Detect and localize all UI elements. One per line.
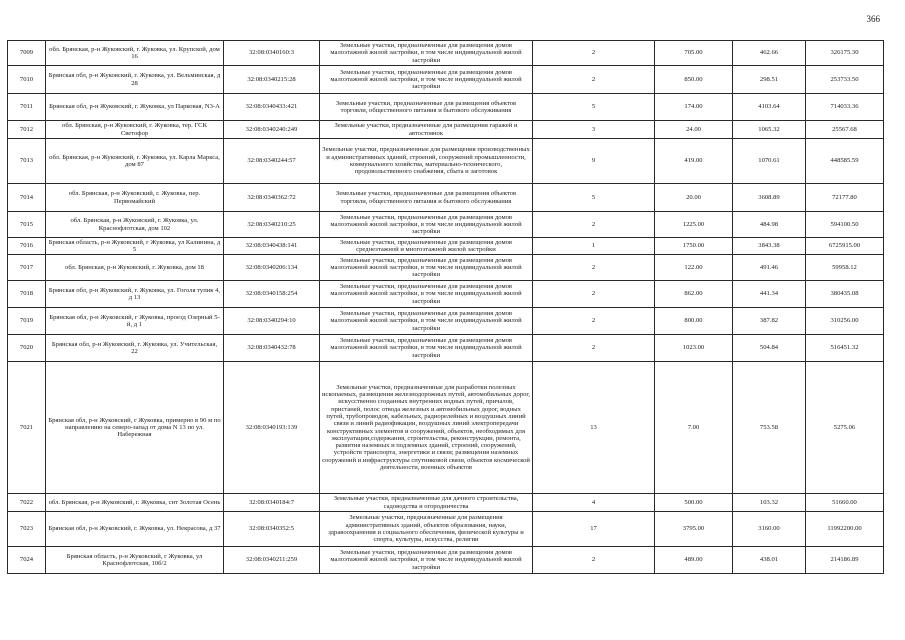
permitted-use-cell: Земельные участки, предназначенные для размещения домов малоэтажной жилой застройки, в том числе индивидуальной жилой застройки	[320, 255, 533, 281]
permitted-use-cell: Земельные участки, предназначенные для размещения домов малоэтажной жилой застройки, в том числе индивидуальной жилой застройки	[320, 281, 533, 308]
row-number: 7013	[8, 139, 46, 184]
area-cell: 850.00	[655, 66, 733, 94]
row-number: 7020	[8, 335, 46, 362]
use-group-cell: 9	[533, 139, 655, 184]
specific-value-cell: 753.58	[733, 362, 806, 494]
area-cell: 20.00	[655, 184, 733, 212]
permitted-use-cell: Земельные участки, предназначенные для размещения домов малоэтажной жилой застройки, в том числе индивидуальной жилой застройки	[320, 308, 533, 335]
cadastral-number-cell: 32:08:0340438:141	[224, 238, 320, 255]
use-group-cell: 2	[533, 308, 655, 335]
address-cell: обл. Брянская, р-н Жуковский, г. Жуковка, пер. Первомайский	[46, 184, 224, 212]
cadastral-value-cell: 6725915.00	[806, 238, 884, 255]
table-row	[8, 121, 884, 139]
area-cell: 122.00	[655, 255, 733, 281]
area-cell: 3795.00	[655, 512, 733, 547]
cadastral-value-cell: 594100.50	[806, 212, 884, 238]
row-number: 7018	[8, 281, 46, 308]
cadastral-number-cell: 32:08:0340215:28	[224, 66, 320, 94]
row-number: 7016	[8, 238, 46, 255]
specific-value-cell: 103.32	[733, 494, 806, 512]
specific-value-cell: 504.84	[733, 335, 806, 362]
specific-value-cell: 3160.00	[733, 512, 806, 547]
cadastral-value-cell: 11992200.00	[806, 512, 884, 547]
address-cell: обл. Брянская, р-н Жуковский, г. Жуковка, тер. ГСК Светофор	[46, 121, 224, 139]
permitted-use-cell: Земельные участки, предназначенные для размещения производственных и административных зданий, строений, сооружений промышленности, коммунального хозяйства, материально-технического, продовольственного снабжения, сбыта и заготовок	[320, 139, 533, 184]
table-row	[8, 335, 884, 362]
specific-value-cell: 462.66	[733, 41, 806, 66]
address-cell: Брянская обл, р-н Жуковский, г. Жуковка, ул. Вельминская, д 28	[46, 66, 224, 94]
use-group-cell: 2	[533, 281, 655, 308]
table-row	[8, 494, 884, 512]
permitted-use-cell: Земельные участки, предназначенные для размещения домов малоэтажной жилой застройки, в том числе индивидуальной жилой застройки	[320, 547, 533, 574]
table-row	[8, 308, 884, 335]
table-row	[8, 184, 884, 212]
row-number: 7019	[8, 308, 46, 335]
use-group-cell: 4	[533, 494, 655, 512]
row-number: 7024	[8, 547, 46, 574]
table-row	[8, 281, 884, 308]
table-row	[8, 547, 884, 574]
use-group-cell: 3	[533, 121, 655, 139]
use-group-cell: 2	[533, 335, 655, 362]
permitted-use-cell: Земельные участки, предназначенные для размещения домов малоэтажной жилой застройки, в том числе индивидуальной жилой застройки	[320, 335, 533, 362]
area-cell: 7.00	[655, 362, 733, 494]
permitted-use-cell: Земельные участки, предназначенные для разработки полезных ископаемых, размещения железнодорожных путей, автомобильных дорог, искусственно созданных внутренних водных путей, причалов, пристаней, полос отвода железных и автомобильных дорог, водных путей, трубопроводов, кабельных, радиорелейных и воздушных линий связи и линий радиофикации, воздушных линий электропередачи конструктивных элементов и сооружений, объектов, необходимых для эксплуатации,содержания, строительства, реконструкции, ремонта, развития наземных и подземных зданий, строений, сооружений, устройств транспорта, энергетики и связи; размещения наземных сооружений и инфраструктуры спутниковой связи, объектов космической деятельности, военных объектов	[320, 362, 533, 494]
cadastral-number-cell: 32:08:0340433:421	[224, 94, 320, 121]
address-cell: обл. Брянская, р-н Жуковский, г. Жуковка, ул. Карла Маркса, дом 87	[46, 139, 224, 184]
table-row	[8, 362, 884, 494]
cadastral-number-cell: 32:08:0340211:259	[224, 547, 320, 574]
cadastral-value-cell: 516451.32	[806, 335, 884, 362]
cadastral-value-cell: 448585.59	[806, 139, 884, 184]
area-cell: 500.00	[655, 494, 733, 512]
address-cell: обл. Брянская, р-н Жуковский, г. Жуковка, дом 18	[46, 255, 224, 281]
address-cell: Брянская обл, р-н Жуковский, г. Жуковка, ул. Гоголя тупик 4, д 13	[46, 281, 224, 308]
use-group-cell: 2	[533, 547, 655, 574]
address-cell: Брянская обл, р-н Жуковский, г. Жуковка, ул. Учительская, 22	[46, 335, 224, 362]
specific-value-cell: 387.82	[733, 308, 806, 335]
cadastral-number-cell: 32:08:0340210:25	[224, 212, 320, 238]
address-cell: обл. Брянская, р-н Жуковский, г. Жуковка, снт Золотая Осень	[46, 494, 224, 512]
cadastral-number-cell: 32:08:0340240:249	[224, 121, 320, 139]
area-cell: 1750.00	[655, 238, 733, 255]
use-group-cell: 2	[533, 255, 655, 281]
address-cell: Брянская обл, р-н Жуковский, г Жуковка, примерно в 90 м по направлению на северо-запад от дома N 13 по ул. Набережная	[46, 362, 224, 494]
address-cell: Брянская область, р-н Жуковский, г Жуковка, ул Калинина, д 5	[46, 238, 224, 255]
row-number: 7023	[8, 512, 46, 547]
address-cell: обл. Брянская, р-н Жуковский, г. Жуковка, ул. Краснофлотская, дом 102	[46, 212, 224, 238]
table-row	[8, 41, 884, 66]
cadastral-value-cell: 326175.30	[806, 41, 884, 66]
specific-value-cell: 3843.38	[733, 238, 806, 255]
use-group-cell: 1	[533, 238, 655, 255]
specific-value-cell: 491.46	[733, 255, 806, 281]
specific-value-cell: 4103.64	[733, 94, 806, 121]
cadastral-number-cell: 32:08:0340206:134	[224, 255, 320, 281]
cadastral-value-cell: 5275.06	[806, 362, 884, 494]
cadastral-value-cell: 253733.50	[806, 66, 884, 94]
specific-value-cell: 1065.32	[733, 121, 806, 139]
permitted-use-cell: Земельные участки, предназначенные для размещения гаражей и автостоянок	[320, 121, 533, 139]
cadastral-value-cell: 714033.36	[806, 94, 884, 121]
permitted-use-cell: Земельные участки, предназначенные для дачного строительства, садоводства и огородничества	[320, 494, 533, 512]
specific-value-cell: 484.98	[733, 212, 806, 238]
permitted-use-cell: Земельные участки, предназначенные для размещения домов малоэтажной жилой застройки, в том числе индивидуальной жилой застройки	[320, 212, 533, 238]
row-number: 7014	[8, 184, 46, 212]
row-number: 7015	[8, 212, 46, 238]
row-number: 7009	[8, 41, 46, 66]
use-group-cell: 5	[533, 94, 655, 121]
table-row	[8, 139, 884, 184]
permitted-use-cell: Земельные участки, предназначенные для размещения домов малоэтажной жилой застройки, в том числе индивидуальной жилой застройки	[320, 41, 533, 66]
cadastral-value-table	[7, 40, 884, 574]
page-number: 366	[866, 14, 880, 24]
cadastral-number-cell: 32:08:0340160:3	[224, 41, 320, 66]
table-row	[8, 66, 884, 94]
area-cell: 24.00	[655, 121, 733, 139]
specific-value-cell: 438.01	[733, 547, 806, 574]
cadastral-number-cell: 32:08:0340244:57	[224, 139, 320, 184]
area-cell: 174.00	[655, 94, 733, 121]
permitted-use-cell: Земельные участки, предназначенные для размещения объектов торговли, общественного питания и бытового обслуживания	[320, 94, 533, 121]
use-group-cell: 2	[533, 212, 655, 238]
permitted-use-cell: Земельные участки, предназначенные для размещения объектов торговли, общественного питания и бытового обслуживания	[320, 184, 533, 212]
use-group-cell: 17	[533, 512, 655, 547]
table-row	[8, 238, 884, 255]
area-cell: 862.00	[655, 281, 733, 308]
address-cell: Брянская обл, р-н Жуковский, г Жуковка, проезд Озерный 5-й, д 1	[46, 308, 224, 335]
row-number: 7010	[8, 66, 46, 94]
cadastral-number-cell: 32:08:0340184:7	[224, 494, 320, 512]
permitted-use-cell: Земельные участки, предназначенные для размещения административных зданий, объектов образования, науки, здравоохранения и социального обеспечения, физической культуры и спорта, культуры, искусства, религии	[320, 512, 533, 547]
address-cell: Брянская область, р-н Жуковский, г Жуковка, ул Краснофлотская, 10б/2	[46, 547, 224, 574]
cadastral-value-cell: 51660.00	[806, 494, 884, 512]
specific-value-cell: 298.51	[733, 66, 806, 94]
use-group-cell: 5	[533, 184, 655, 212]
cadastral-value-cell: 72177.80	[806, 184, 884, 212]
cadastral-number-cell: 32:08:0340294:10	[224, 308, 320, 335]
table-row	[8, 94, 884, 121]
area-cell: 1023.00	[655, 335, 733, 362]
cadastral-value-cell: 25567.68	[806, 121, 884, 139]
row-number: 7021	[8, 362, 46, 494]
row-number: 7011	[8, 94, 46, 121]
address-cell: обл. Брянская, р-н Жуковский, г. Жуковка, ул. Крупской, дом 16	[46, 41, 224, 66]
specific-value-cell: 3608.89	[733, 184, 806, 212]
table-body	[8, 41, 884, 574]
area-cell: 800.00	[655, 308, 733, 335]
row-number: 7017	[8, 255, 46, 281]
area-cell: 419.00	[655, 139, 733, 184]
row-number: 7012	[8, 121, 46, 139]
area-cell: 489.00	[655, 547, 733, 574]
use-group-cell: 13	[533, 362, 655, 494]
table-row	[8, 212, 884, 238]
cadastral-value-cell: 214186.89	[806, 547, 884, 574]
permitted-use-cell: Земельные участки, предназначенные для размещения домов среднеэтажной и многоэтажной жилой застройки	[320, 238, 533, 255]
cadastral-number-cell: 32:08:0340352:5	[224, 512, 320, 547]
area-cell: 705.00	[655, 41, 733, 66]
address-cell: Брянская обл, р-н Жуковский, г. Жуковка, ул Парковая, N3-A	[46, 94, 224, 121]
use-group-cell: 2	[533, 41, 655, 66]
use-group-cell: 2	[533, 66, 655, 94]
cadastral-value-cell: 59958.12	[806, 255, 884, 281]
area-cell: 1225.00	[655, 212, 733, 238]
table-row	[8, 512, 884, 547]
cadastral-number-cell: 32:08:0340362:72	[224, 184, 320, 212]
specific-value-cell: 441.34	[733, 281, 806, 308]
table-row	[8, 255, 884, 281]
permitted-use-cell: Земельные участки, предназначенные для размещения домов малоэтажной жилой застройки, в том числе индивидуальной жилой застройки	[320, 66, 533, 94]
cadastral-number-cell: 32:08:0340158:254	[224, 281, 320, 308]
row-number: 7022	[8, 494, 46, 512]
address-cell: Брянская обл, р-н Жуковский, г. Жуковка, ул. Некрасова, д 37	[46, 512, 224, 547]
specific-value-cell: 1070.61	[733, 139, 806, 184]
cadastral-value-cell: 310256.00	[806, 308, 884, 335]
cadastral-number-cell: 32:08:0340193:139	[224, 362, 320, 494]
cadastral-number-cell: 32:08:0340432:78	[224, 335, 320, 362]
cadastral-value-cell: 380435.08	[806, 281, 884, 308]
